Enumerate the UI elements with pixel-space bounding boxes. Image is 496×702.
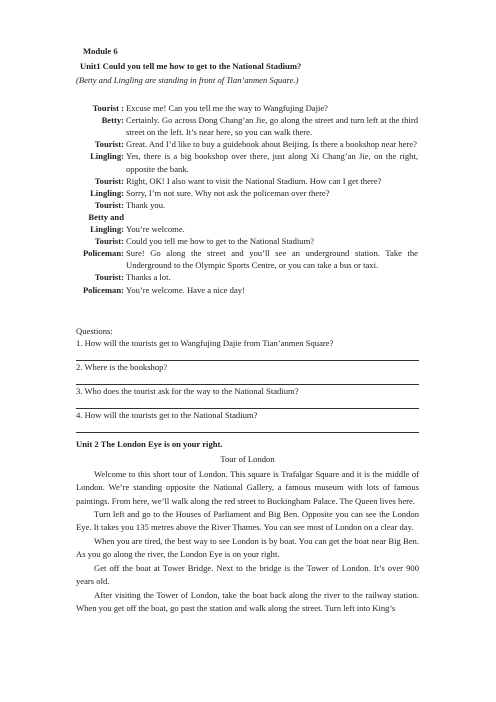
paragraph: Turn left and go to the Houses of Parliament and Big Ben. Opposite you can see the London Eye. It takes you 135 metres above the River Thames. You can see most of London on a clear day.	[76, 509, 419, 533]
dialogue-line: opposite the bank.	[126, 163, 189, 174]
dialogue-line: street on the left. It’s near here, so you can walk there.	[126, 127, 313, 138]
scene-description: (Betty and Lingling are standing in front of Tian’anmen Square.)	[76, 75, 299, 85]
speaker-label: Betty and	[88, 211, 124, 222]
dialogue-line: Excuse me! Can you tell me the way to Wangfujing Dajie?	[126, 103, 328, 113]
question: 2. Where is the bookshop?	[76, 362, 168, 372]
dialogue-line: Right, OK! I also want to visit the National Stadium. How can I get there?	[126, 175, 382, 186]
speaker-label: Tourist :	[92, 103, 124, 113]
question: 3. Who does the tourist ask for the way to the National Stadium?	[76, 386, 299, 396]
speaker-label: Policeman:	[82, 248, 124, 259]
speaker-label: Betty:	[101, 115, 124, 126]
paragraph: After visiting the Tower of London, take the boat back along the river to the railway station. When you get off the boat, go past the station and walk along the street. Turn left into King’s	[76, 590, 419, 614]
tour-title: Tour of London	[220, 454, 275, 464]
module-title: Module 6	[83, 46, 118, 56]
speaker-label: Policeman:	[82, 284, 124, 295]
question: 1. How will the tourists get to Wangfujing Dajie from Tian’anmen Square?	[76, 338, 334, 348]
question: 4. How will the tourists get to the National Stadium?	[76, 410, 258, 420]
unit1-heading: Unit1 Could you tell me how to get to the National Stadium?	[80, 61, 302, 71]
speaker-label: Tourist:	[94, 139, 124, 150]
paragraph: Welcome to this short tour of London. This square is Trafalgar Square and it is the middle of London. We’re standing opposite the National Gallery, a famous museum with lots of famous paintings. From here, we’ll walk along the red street to Buckingham Palace. The Queen lives here.	[76, 469, 419, 506]
dialogue-line: Sorry, I’m not sure. Why not ask the policeman over there?	[126, 187, 330, 198]
speaker-label: Lingling:	[90, 151, 124, 162]
unit2-heading: Unit 2 The London Eye is on your right.	[76, 439, 223, 449]
answer-line[interactable]	[76, 432, 419, 433]
speaker-label: Tourist:	[94, 236, 124, 247]
answer-line[interactable]	[76, 384, 419, 385]
paragraph: Get off the boat at Tower Bridge. Next to the bridge is the Tower of London. It’s over 900 years old.	[76, 563, 419, 587]
dialogue-line: Thank you.	[126, 199, 166, 210]
dialogue-line: Sure! Go along the street and you’ll see an underground station. Take the	[126, 248, 418, 259]
dialogue-line: Certainly. Go across Dong Chang’an Jie, go along the street and turn left at the third	[126, 115, 418, 126]
dialogue-line: Underground to the Olympic Sports Centre, or you can take a bus or taxi.	[126, 260, 379, 271]
dialogue-line: Great. And I’d like to buy a guidebook about Beijing. Is there a bookshop near here?	[126, 139, 417, 150]
speaker-label: Tourist:	[94, 175, 124, 186]
dialogue-line: You’re welcome. Have a nice day!	[126, 284, 245, 295]
dialogue-line: You’re welcome.	[126, 224, 185, 234]
dialogue-line: Yes, there is a big bookshop over there, just along Xi Chang’an Jie, on the right,	[126, 151, 418, 162]
speaker-label: Tourist:	[94, 199, 124, 210]
dialogue-line: Thanks a lot.	[126, 272, 171, 283]
answer-line[interactable]	[76, 360, 419, 361]
speaker-label: Lingling:	[90, 187, 124, 198]
questions-label: Questions:	[76, 326, 113, 336]
paragraph: When you are tired, the best way to see London is by boat. You can get the boat near Big Ben. As you go along the river, the London Eye is on your right.	[76, 536, 419, 560]
speaker-label: Tourist:	[94, 272, 124, 283]
answer-line[interactable]	[76, 408, 419, 409]
speaker-label: Lingling:	[90, 224, 124, 234]
dialogue-line: Could you tell me how to get to the National Stadium?	[126, 236, 315, 247]
